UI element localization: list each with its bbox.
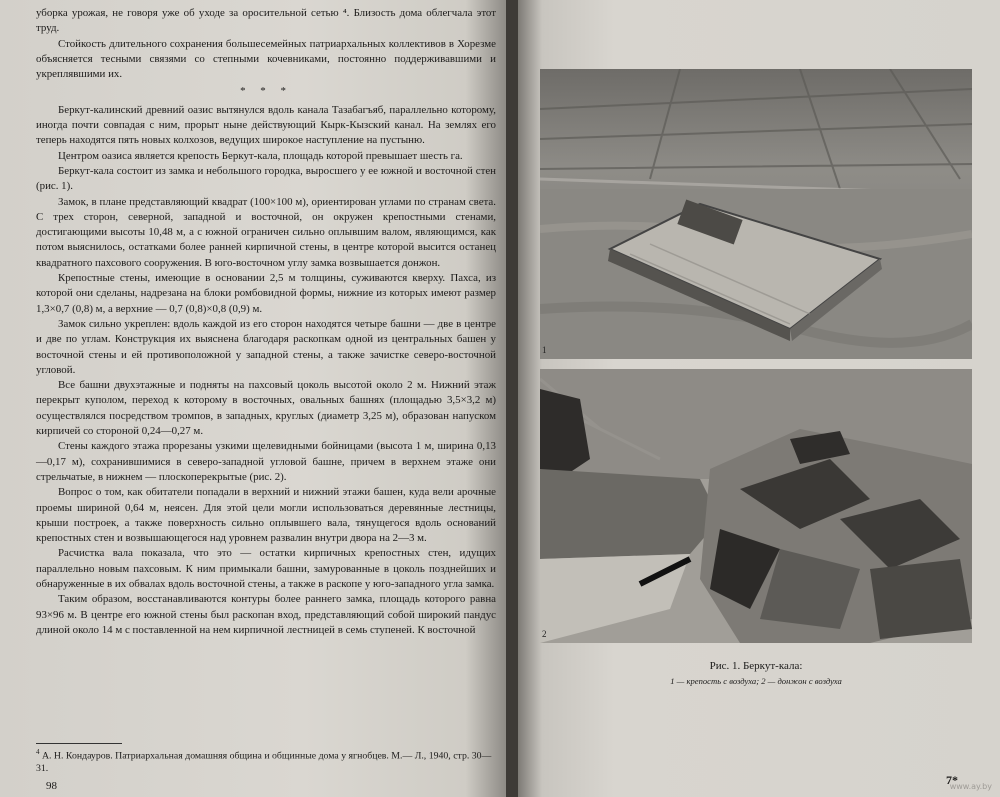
paragraph: Замок сильно укреплен: вдоль каждой из его сторон находятся четыре башни — две в центре и две по углам. Конструкция их выяснена благодаря раскопкам одной из центральных башен у восточной стены и ей противоположной у западной стены, а также зачистке северо-восточной угловой.	[36, 317, 496, 376]
watermark: www.ay.by	[949, 782, 992, 791]
body-text	[36, 6, 496, 638]
page-number-left: 98	[46, 780, 57, 792]
right-page	[518, 0, 1000, 797]
figure-caption-title: Рис. 1. Беркут-кала:	[709, 660, 803, 672]
footnote-mark: 4	[36, 748, 40, 756]
paragraph: Все башни двухэтажные и подняты на пахсовый цоколь высотой около 2 м. Нижний этаж перекрыт куполом, переход к которому в восточных, овальных башнях (площадью 3,5×3,2 м) осуществлялся посредством тромпов, в западных, круглых (диаметр 3,25 м), образован напуском кирпичей со стороной 0,24—0,27 м.	[36, 379, 496, 438]
paragraph: Беркут-кала состоит из замка и небольшого городка, выросшего у ее южной и восточной стен (рис. 1).	[36, 164, 496, 193]
paragraph: Беркут-калинский древний оазис вытянулся вдоль канала Тазабагъяб, параллельно которому, иногда почти совпадая с ним, прорыт ныне действующий Кырк-Кызский канал. На землях его теперь находятся пять новых колхозов, ведущих широкое наступление на пустыню.	[36, 103, 496, 147]
section-divider-stars: * * *	[240, 85, 292, 98]
aerial-photo-fortress	[540, 69, 972, 359]
aerial-photo-donjon	[540, 369, 972, 643]
paragraph: уборка урожая, не говоря уже об уходе за оросительной сетью ⁴. Близость дома облегчала этот труд.	[36, 7, 496, 35]
figure-caption-legend: 1 — крепость с воздуха; 2 — донжон с воздуха	[670, 676, 842, 686]
paragraph: Расчистка вала показала, что это — остатки кирпичных крепостных стен, идущих параллельно новым пахсовым. К ним примыкали башни, замурованные в цоколь позднейших и обнаруженные в их обвалах вдоль восточной стены, а также в раскопе у юго-западного угла замка.	[36, 547, 496, 590]
footnote-divider	[36, 743, 122, 744]
footnote	[36, 746, 496, 776]
paragraph: Стены каждого этажа прорезаны узкими щелевидными бойницами (высота 1 м, ширина 0,13—0,17 м), сохранившимися в северо-западной угловой башне, причем в верхнем этаже они стрельчатые, в нижнем — плоскоперекрытые (рис. 2).	[36, 440, 496, 483]
paragraph: Центром оазиса является крепость Беркут-кала, площадь которой превышает шесть га.	[58, 149, 463, 162]
paragraph: Замок, в плане представляющий квадрат (100×100 м), ориентирован углами по странам света. С трех сторон, северной, западной и восточной, он окружен крепостными стенами, достигающими высоты 10,48 м, а с южной ограничен сильно оплывшим валом, являющимся, как потом выяснилось, остатками более ранней кирпичной стены, в центре которой высится останец квадратного пахсового сооружения. В юго-восточном углу замка возвышается донжон.	[36, 195, 496, 269]
donjon-aerial-image	[540, 369, 972, 643]
photo-1-label: 1	[542, 345, 547, 355]
paragraph: Вопрос о том, как обитатели попадали в верхний и нижний этажи башен, куда вели арочные проемы шириной 0,64 м, неясен. Для этой цели могли использоваться деревянные лестницы, крыши построек, а также поверхность сильно оплывшего вала, тянущегося вдоль оснований крепостных стен и возвышающегося над уровнем развалин внутри двора на 2—3 м.	[36, 486, 496, 545]
page-number-right: 7*	[946, 773, 958, 787]
paragraph: Крепостные стены, имеющие в основании 2,5 м толщины, суживаются кверху. Пахса, из которой они сделаны, надрезана на блоки ромбовидной формы, нижние из которых имеют размер 1,3×0,7 (0,8) м, а верхние — 0,7 (0,8)×0,8 (0,9) м.	[36, 272, 496, 315]
paragraph: Стойкость длительного сохранения большесемейных патриархальных коллективов в Хорезме объясняется тесными связями со степными кочевниками, постоянно поддерживавшими и укреплявшими их.	[36, 37, 496, 81]
fortress-aerial-image	[540, 69, 972, 359]
footnote-text: А. Н. Кондауров. Патриархальная домашняя община и общинные дома у ягнобцев. М.— Л., 1940, стр. 30—31.	[36, 750, 492, 775]
photo-2-label: 2	[542, 629, 547, 639]
paragraph: Таким образом, восстанавливаются контуры более раннего замка, площадь которого равна 93×96 м. В центре его южной стены был раскопан вход, представляющий собой широкий пандус длиной около 14 м с поставленной на нем кирпичной лестницей в семь ступеней. К восточной	[36, 593, 496, 636]
